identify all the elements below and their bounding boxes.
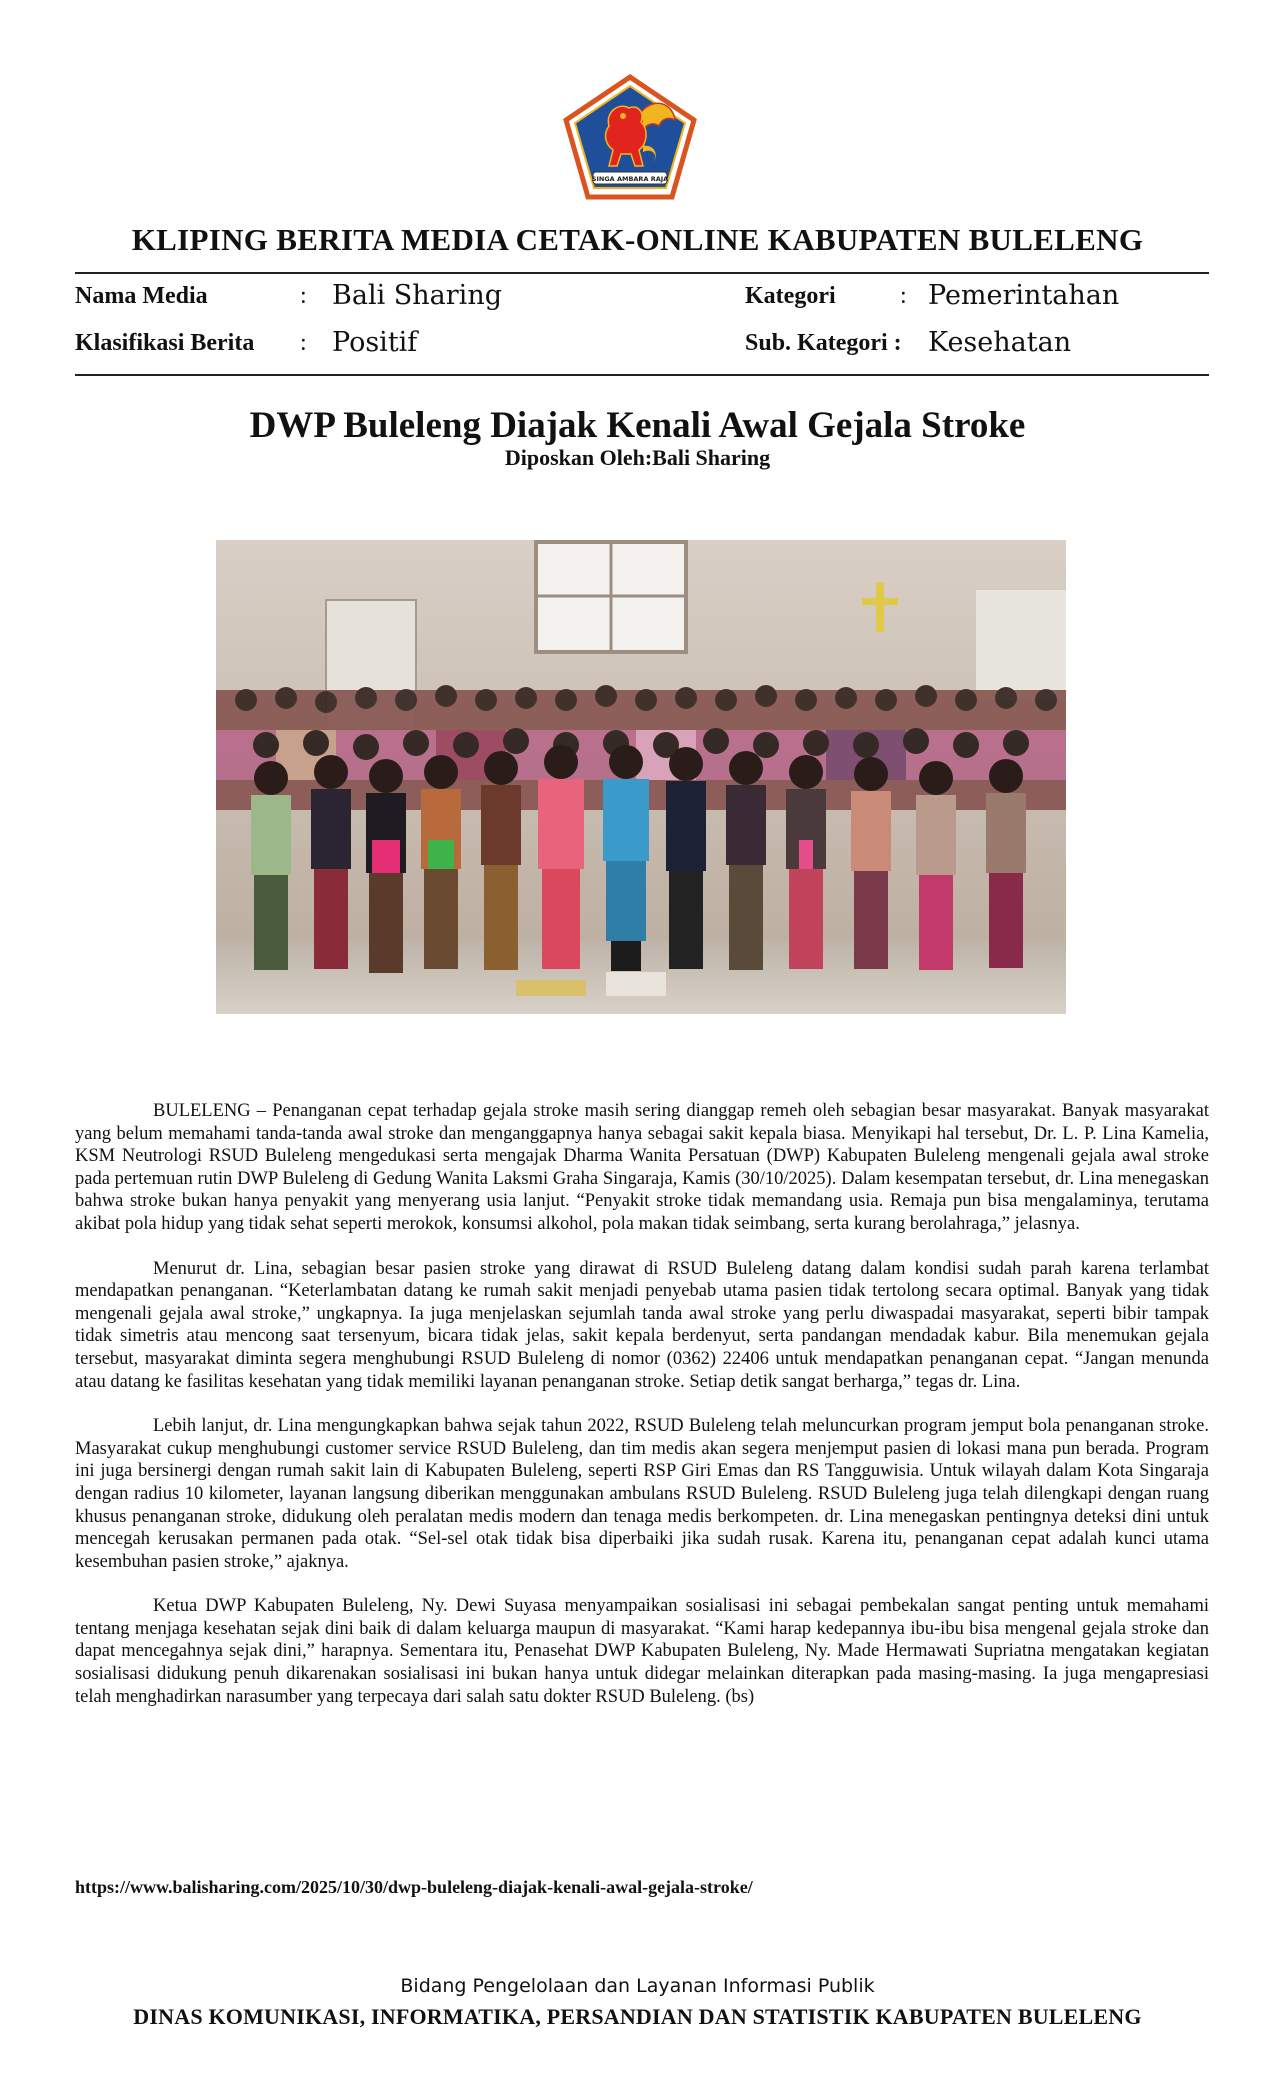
header-bottom-rule	[75, 374, 1209, 376]
media-label: Nama Media	[75, 283, 208, 309]
article-headline: DWP Buleleng Diajak Kenali Awal Gejala Stroke	[249, 405, 1026, 446]
article-paragraph-4: Ketua DWP Kabupaten Buleleng, Ny. Dewi Suyasa menyampaikan sosialisasi ini sebagai pembekalan sangat penting untuk memahami tentang menjaga kesehatan sejak dini baik di dalam keluarga maupun di masyarakat. “Kami harap kedepannya ibu-ibu bisa mengenal gejala stroke dan dapat mencegahnya sejak dini,” harapnya. Sementara itu, Penasehat DWP Kabupaten Buleleng, Ny. Made Hermawati Supriatna mengatakan kegiatan sosialisasi didukung penuh dikarenakan sosialisasi ini bukan hanya untuk didegar melainkan diterapkan pada masing-masing. Ia juga mengapresiasi telah menghadirkan narasumber yang terpecaya dari salah satu dokter RSUD Buleleng. (bs)	[75, 1596, 1209, 1707]
klasifikasi-label: Klasifikasi Berita	[75, 330, 255, 356]
article-paragraph-1: BULELENG – Penanganan cepat terhadap gejala stroke masih sering dianggap remeh oleh sebagian besar masyarakat. Banyak masyarakat yang belum memahami tanda-tanda awal stroke dan menganggapnya hanya sebagai sakit kepala biasa. Menyikapi hal tersebut, Dr. L. P. Lina Kamelia, KSM Neutrologi RSUD Buleleng mengedukasi serta mengajak Dharma Wanita Persatuan (DWP) Kabupaten Buleleng mengenali gejala awal stroke pada pertemuan rutin DWP Buleleng di Gedung Wanita Laksmi Graha Singaraja, Kamis (30/10/2025). Dalam kesempatan tersebut, dr. Lina menegaskan bahwa stroke bukan hanya penyakit yang menyerang usia lanjut. “Penyakit stroke tidak memandang usia. Remaja pun bisa mengalaminya, terutama akibat pola hidup yang tidak sehat seperti merokok, konsumsi alkohol, pola makan tidak seimbang, serta kurang berolahraga,” jelasnya.	[75, 1101, 1209, 1234]
subkategori-label: Sub. Kategori :	[745, 330, 902, 356]
footer-department: Bidang Pengelolaan dan Layanan Informasi Publik	[400, 1975, 875, 1997]
kategori-value: Pemerintahan	[928, 280, 1120, 311]
emblem-motto: SINGA AMBARA RAJA	[591, 175, 669, 183]
article-byline: Diposkan Oleh:Bali Sharing	[504, 445, 771, 470]
article-paragraph-3: Lebih lanjut, dr. Lina mengungkapkan bahwa sejak tahun 2022, RSUD Buleleng telah meluncurkan program jemput bola penanganan stroke. Masyarakat cukup menghubungi customer service RSUD Buleleng, dan tim medis akan segera menjemput pasien di lokasi mana pun berada. Program ini juga bersinergi dengan rumah sakit lain di Kabupaten Buleleng, seperti RSP Giri Emas dan RS Tangguwisia. Untuk wilayah dalam Kota Singaraja dengan radius 10 kilometer, layanan langsung diberikan menggunakan ambulans RSUD Buleleng. RSUD Buleleng juga telah dilengkapi dengan ruang khusus penanganan stroke, didukung oleh peralatan medis modern dan tenaga medis berkompeten. dr. Lina menegaskan pentingnya deteksi dini untuk mencegah kerusakan permanen pada otak. “Sel-sel otak tidak bisa diperbaiki jika sudah rusak. Karena itu, penanganan cepat adalah kunci utama kesembuhan pasien stroke,” ajaknya.	[75, 1416, 1209, 1572]
header-top-rule	[75, 272, 1209, 274]
kliping-title: KLIPING BERITA MEDIA CETAK-ONLINE KABUPATEN BULELENG	[131, 222, 1144, 257]
article-body	[75, 1100, 1209, 1730]
kategori-colon: :	[900, 283, 907, 309]
footer-agency: DINAS KOMUNIKASI, INFORMATIKA, PERSANDIAN DAN STATISTIK KABUPATEN BULELENG	[133, 2004, 1142, 2029]
klasifikasi-colon: :	[300, 330, 307, 356]
group-photo-illustration	[216, 540, 1066, 1014]
source-url-link[interactable]: https://www.balisharing.com/2025/10/30/dwp-buleleng-diajak-kenali-awal-gejala-stroke/	[75, 1877, 753, 1897]
subkategori-value: Kesehatan	[928, 327, 1072, 358]
media-value: Bali Sharing	[332, 280, 502, 311]
klasifikasi-value: Positif	[332, 327, 418, 358]
article-paragraph-2: Menurut dr. Lina, sebagian besar pasien stroke yang dirawat di RSUD Buleleng datang dalam kondisi sudah parah karena terlambat mendapatkan penanganan. “Keterlambatan datang ke rumah sakit menjadi penyebab utama pasien tidak tertolong secara optimal. Banyak yang tidak mengenali gejala awal stroke,” ungkapnya. Ia juga menjelaskan sejumlah tanda awal stroke yang perlu diwaspadai masyarakat, seperti bibir tampak tidak simetris atau mencong saat tersenyum, bicara tidak jelas, sakit kepala berdenyut, serta pandangan mendadak kabur. Bila menemukan gejala tersebut, masyarakat diminta segera menghubungi RSUD Buleleng di nomor (0362) 22406 untuk mendapatkan penanganan cepat. “Jangan menunda atau datang ke fasilitas kesehatan yang tidak memiliki layanan penanganan stroke. Setiap detik sangat berharga,” tegas dr. Lina.	[75, 1258, 1209, 1392]
media-colon: :	[300, 283, 307, 309]
article-photo	[216, 540, 1066, 1014]
emblem-graphic	[563, 74, 697, 200]
kategori-label: Kategori	[745, 283, 836, 309]
buleleng-emblem	[563, 74, 697, 200]
